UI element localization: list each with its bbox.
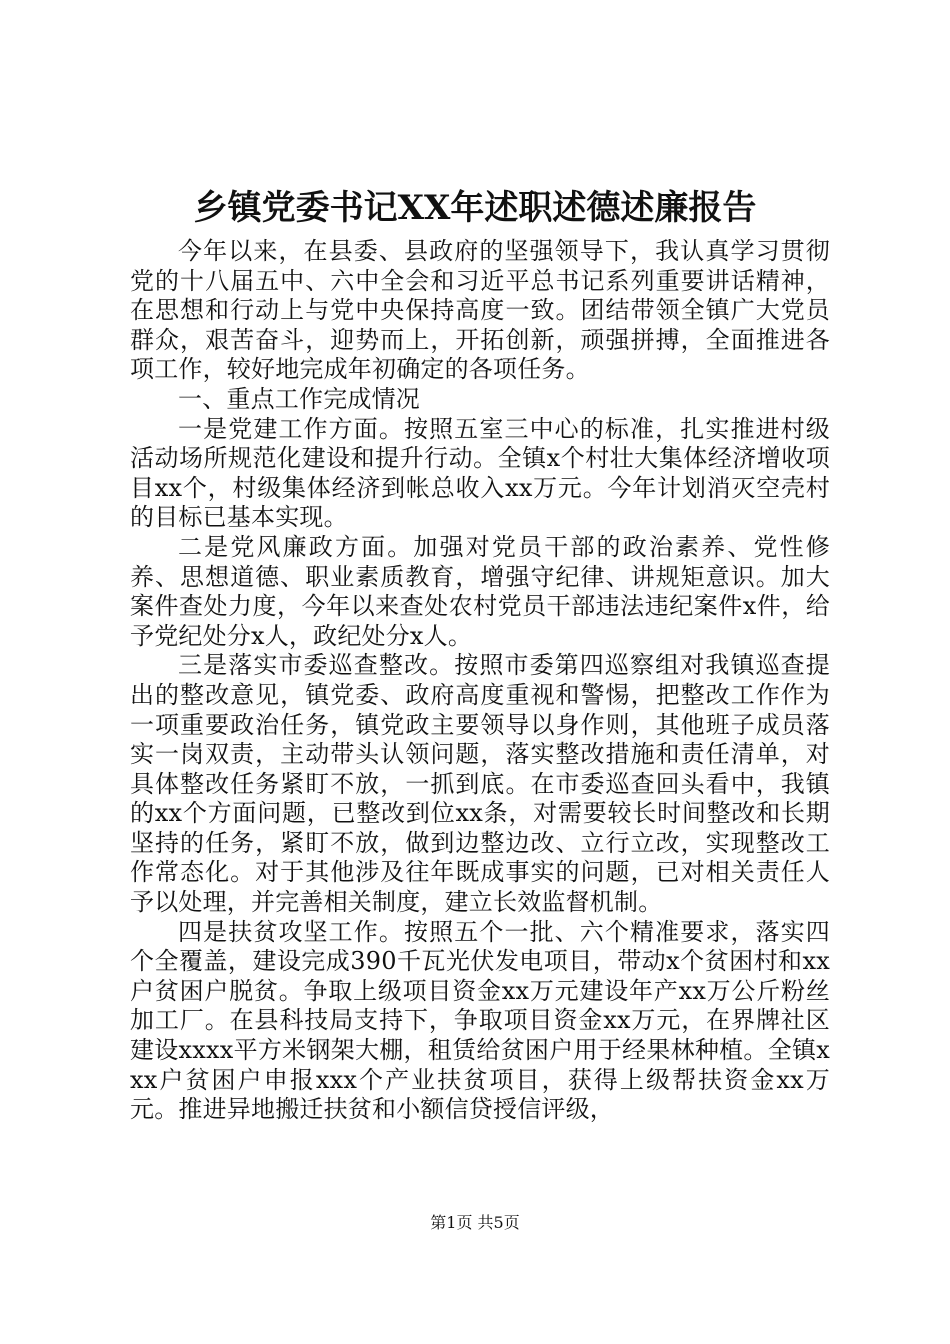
paragraph-intro: 今年以来，在县委、县政府的坚强领导下，我认真学习贯彻党的十八届五中、六中全会和习近平总书记系列重要讲话精神，在思想和行动上与党中央保持高度一致。团结带领全镇广大党员群众，艰苦奋斗，迎势而上，开拓创新，顽强拼搏，全面推进各项工作，较好地完成年初确定的各项任务。 [130, 237, 830, 384]
section-heading: 一、重点工作完成情况 [178, 384, 420, 413]
document-body [130, 237, 830, 1125]
paragraph-clean-governance: 二是党风廉政方面。加强对党员干部的政治素养、党性修养、思想道德、职业素质教育，增强守纪律、讲规矩意识。加大案件查处力度，今年以来查处农村党员干部违法违纪案件x件，给予党纪处分x人，政纪处分x人。 [130, 532, 830, 650]
paragraph-poverty-alleviation: 四是扶贫攻坚工作。按照五个一批、六个精准要求，落实四个全覆盖，建设完成390千瓦光伏发电项目，带动x个贫困村和xx户贫困户脱贫。争取上级项目资金xx万元建设年产xx万公斤粉丝加工厂。在县科技局支持下，争取项目资金xx万元，在界牌社区建设xxxx平方米钢架大棚，租赁给贫困户用于经果林种植。全镇xxx户贫困户申报xxx个产业扶贫项目，获得上级帮扶资金xx万元。推进异地搬迁扶贫和小额信贷授信评级， [130, 917, 830, 1124]
document-title: 乡镇党委书记XX年述职述德述廉报告 [193, 188, 757, 228]
paragraph-inspection-rectification: 三是落实市委巡查整改。按照市委第四巡察组对我镇巡查提出的整改意见，镇党委、政府高度重视和警惕，把整改工作作为一项重要政治任务，镇党政主要领导以身作则，其他班子成员落实一岗双责，主动带头认领问题，落实整改措施和责任清单，对具体整改任务紧盯不放，一抓到底。在市委巡查回头看中，我镇的xx个方面问题，已整改到位xx条，对需要较长时间整改和长期坚持的任务，紧盯不放，做到边整边改、立行立改，实现整改工作常态化。对于其他涉及往年既成事实的问题，已对相关责任人予以处理，并完善相关制度，建立长效监督机制。 [130, 651, 830, 917]
paragraph-party-building: 一是党建工作方面。按照五室三中心的标准，扎实推进村级活动场所规范化建设和提升行动。全镇x个村壮大集体经济增收项目xx个，村级集体经济到帐总收入xx万元。今年计划消灭空壳村的目标已基本实现。 [130, 414, 830, 532]
page-number-footer: 第1页 共5页 [430, 1213, 520, 1232]
